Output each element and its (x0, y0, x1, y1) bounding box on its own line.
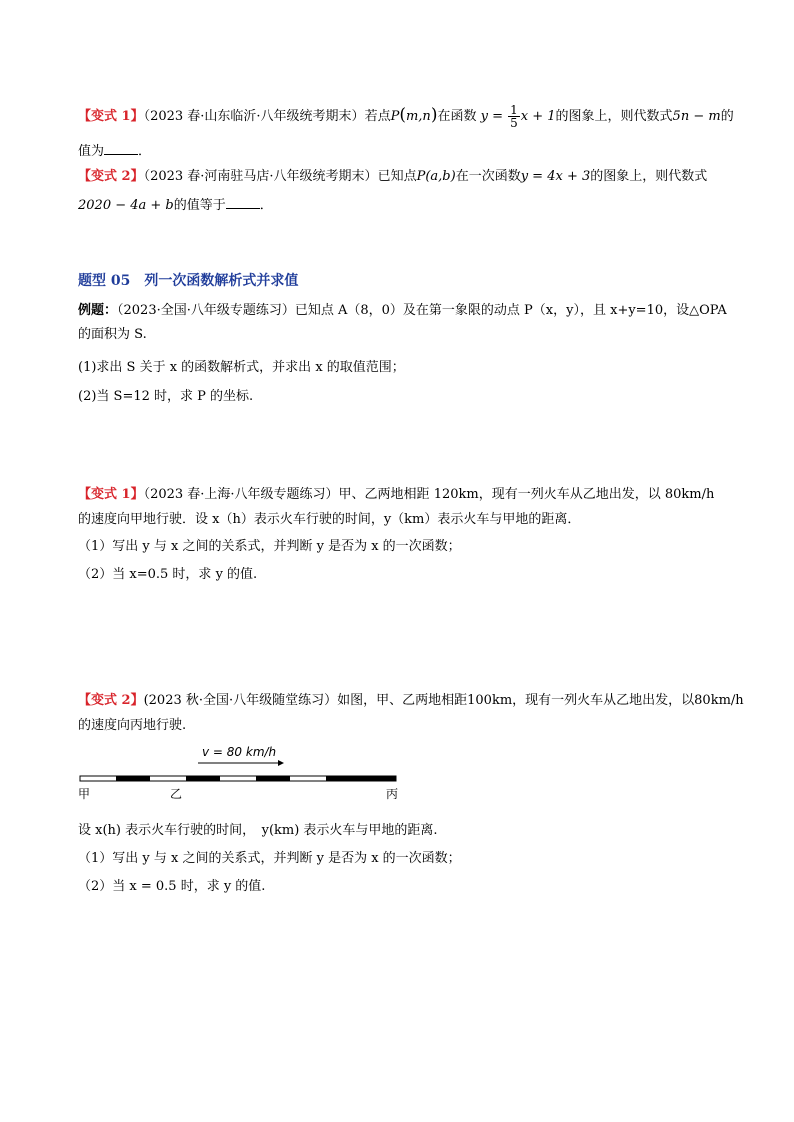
variant2-expression: 2020 − 4a + b (78, 198, 174, 213)
variant2-period: ． (259, 198, 273, 213)
variant4-question2: （2）当 x = 0.5 时，求 y 的值. (78, 879, 266, 894)
variant4-line2: 的速度向丙地行驶. (78, 718, 187, 733)
track-segment (326, 776, 396, 781)
example-question1: (1)求出 S 关于 x 的函数解析式，并求出 x 的取值范围； (78, 360, 405, 375)
variant3-text: （2023 春·上海·八年级专题练习）甲、乙两地相距 120km，现有一列火车从乙地出发，以 80km/h (143, 487, 715, 502)
variant1-text-c: 的图象上，则代数式 (555, 109, 673, 124)
variant4-text: (2023 秋·全国·八年级随堂练习）如图，甲、乙两地相距100km，现有一列火车从乙地出发，以80km/h (143, 693, 744, 708)
track-segment (116, 776, 150, 781)
fraction-numerator: 1 (510, 103, 518, 117)
variant1-point-name: P (390, 109, 400, 124)
arrow-head-icon (278, 760, 284, 766)
variant1-source: （2023 春·山东临沂·八年级统考期末） (143, 109, 365, 124)
fraction-denominator: 5 (510, 116, 518, 130)
variant2-point: P(a,b) (416, 169, 456, 184)
variant1-expression: 5n − m (672, 109, 721, 124)
variant1-line1: 【变式 1】（2023 春·山东临沂·八年级统考期末）若点P(m,n)在函数 y = $\frac{1}{5}$ x + 1的图象上，则代数式5n − m的 (78, 103, 734, 130)
variant4-label: 【变式 2】 (78, 693, 144, 708)
variant3-line1 (78, 486, 728, 504)
variant1-fn-rhs: x + 1 (520, 109, 556, 124)
distance-figure (70, 738, 430, 808)
variant3-line2: 的速度向甲地行驶．设 x（h）表示火车行驶的时间，y（km）表示火车与甲地的距离． (78, 512, 581, 527)
variant2-line2 (78, 196, 728, 215)
example-text: （2023·全国·八年级专题练习）已知点 A（8，0）及在第一象限的动点 P（x，y），且 x+y=10，设△OPA (117, 303, 727, 318)
label-yi: 乙 (170, 787, 183, 801)
variant3-question1: （1）写出 y 与 x 之间的关系式，并判断 y 是否为 x 的一次函数； (78, 539, 461, 554)
variant1-label: 【变式 1】 (78, 109, 144, 124)
example-question2: (2)当 S=12 时，求 P 的坐标. (78, 389, 254, 404)
variant1-text-a: 若点 (364, 109, 391, 124)
variant2-text-b: 在一次函数 (455, 169, 521, 184)
variant4-line1 (78, 692, 744, 710)
example-line1 (78, 302, 728, 320)
variant2-label: 【变式 2】 (78, 169, 144, 184)
variant2-function: y = 4x + 3 (520, 169, 591, 184)
example-line2: 的面积为 S. (78, 327, 147, 342)
variant2-text-c: 的图象上，则代数式 (590, 169, 708, 184)
answer-blank[interactable] (104, 142, 138, 155)
example-label: 例题： (78, 303, 118, 318)
variant1-text-d: 的 (720, 109, 734, 124)
variant1-fn-lhs: y = (480, 109, 503, 124)
variant2-text-a: 已知点 (377, 169, 417, 184)
variant2-line1 (78, 168, 728, 186)
variant4-line3: 设 x(h) 表示火车行驶的时间， y(km) 表示火车与甲地的距离. (78, 823, 438, 838)
variant1-fraction (508, 104, 520, 129)
track-segment (186, 776, 220, 781)
variant3-label: 【变式 1】 (78, 487, 144, 502)
section-title: 题型 05 列一次函数解析式并求值 (78, 273, 299, 289)
variant1-text-b: 在函数 (437, 109, 477, 124)
speed-label: v = 80 km/h (202, 745, 277, 759)
variant1-value-text: 值为 (78, 144, 105, 159)
variant1-point-args: m,n (405, 109, 431, 124)
variant3-question2: （2）当 x=0.5 时，求 y 的值. (78, 567, 258, 582)
variant4-question1: （1）写出 y 与 x 之间的关系式，并判断 y 是否为 x 的一次函数； (78, 851, 461, 866)
variant2-value-text: 的值等于 (173, 198, 226, 213)
variant1-line2 (78, 142, 728, 161)
variant1-period: ． (138, 144, 152, 159)
label-jia: 甲 (78, 787, 91, 801)
answer-blank[interactable] (226, 196, 260, 209)
label-bing: 丙 (386, 787, 399, 801)
variant2-source: （2023 春·河南驻马店·八年级统考期末） (143, 169, 378, 184)
track-segment (256, 776, 290, 781)
